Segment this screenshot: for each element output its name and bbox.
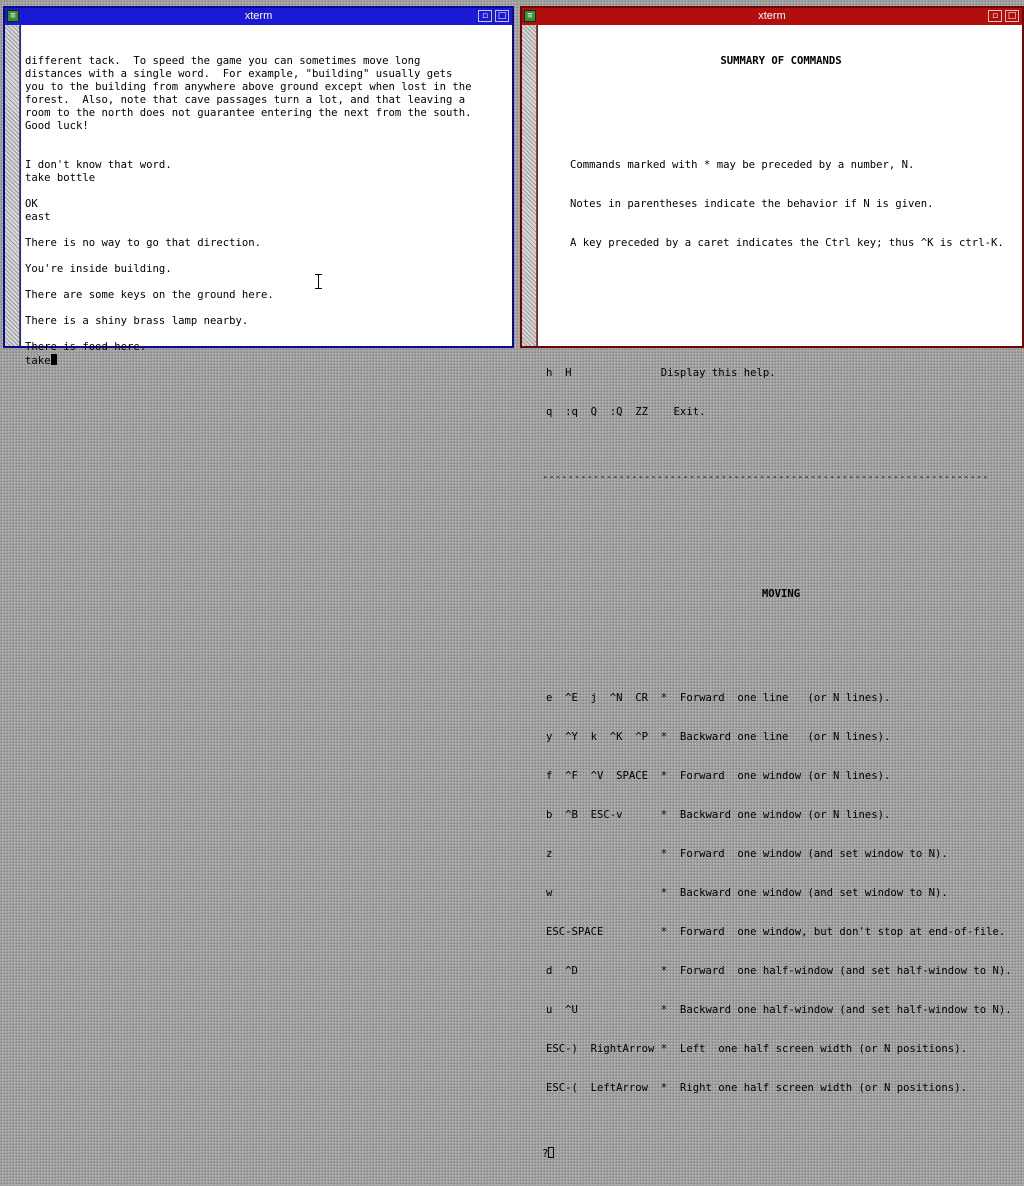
command-line: w * Backward one window (and set window to N). [546, 887, 948, 899]
command-line: ESC-) RightArrow * Left one half screen width (or N positions). [546, 1043, 967, 1055]
prompt-line[interactable] [25, 354, 510, 367]
terminal-line: different tack. To speed the game you can sometimes move long [25, 55, 421, 67]
note-line: Commands marked with * may be preceded by a number, N. [570, 159, 915, 171]
terminal-output[interactable] [21, 25, 512, 367]
terminal-line: you to the building from anywhere above ground except when lost in the [25, 81, 472, 93]
help-header: SUMMARY OF COMMANDS [720, 55, 842, 67]
titlebar[interactable] [522, 8, 1022, 25]
command-line: z * Forward one window (and set window to N). [546, 848, 948, 860]
terminal-line [25, 185, 510, 198]
command-line: b ^B ESC-v * Backward one window (or N lines). [546, 809, 891, 821]
terminal-line: east [25, 211, 51, 223]
note-line: A key preceded by a caret indicates the Ctrl key; thus ^K is ctrl-K. [570, 237, 1004, 249]
help-notes [542, 133, 1020, 276]
command-line: y ^Y k ^K ^P * Backward one line (or N lines). [546, 731, 891, 743]
ibeam-cursor-icon [315, 274, 323, 289]
basic-commands [542, 341, 1020, 445]
maximize-icon[interactable]: □ [1005, 10, 1019, 22]
iconify-icon[interactable]: ▫ [988, 10, 1002, 22]
terminal-line [25, 328, 510, 341]
xterm-window-right[interactable] [520, 6, 1024, 1160]
blank-line [542, 94, 1020, 107]
terminal-line: You're inside building. [25, 263, 172, 275]
maximize-icon[interactable]: □ [495, 10, 509, 22]
xterm-window-left[interactable] [3, 6, 514, 367]
note-line: Notes in parentheses indicate the behavior if N is given. [570, 198, 934, 210]
terminal-line: I don't know that word. [25, 159, 172, 171]
section-heading-moving: MOVING [761, 588, 801, 600]
scrollbar[interactable] [522, 25, 537, 346]
text-cursor [548, 1147, 554, 1158]
window-menu-icon[interactable]: ≡ [524, 10, 536, 22]
command-line: ESC-( LeftArrow * Right one half screen width (or N positions). [546, 1082, 967, 1094]
command-line: f ^F ^V SPACE * Forward one window (or N lines). [546, 770, 891, 782]
terminal-line: Good luck! [25, 120, 89, 132]
prompt-text: ? [542, 1148, 549, 1160]
terminal-line [25, 224, 510, 237]
iconify-icon[interactable]: ▫ [478, 10, 492, 22]
terminal-line: take bottle [25, 172, 96, 184]
prompt-line[interactable] [542, 1147, 1020, 1160]
command-line: ESC-SPACE * Forward one window, but don't stop at end-of-file. [546, 926, 1006, 938]
blank-line [542, 549, 1020, 562]
text-cursor [51, 354, 57, 365]
terminal-line [25, 250, 510, 263]
window-title: xterm [758, 10, 786, 22]
terminal-line: room to the north does not guarantee entering the next from the south. [25, 107, 472, 119]
prompt-text: take [25, 355, 51, 367]
separator-line: ---------------------------------------------------------------------- [542, 471, 989, 483]
terminal-line [25, 133, 510, 146]
titlebar[interactable] [5, 8, 512, 25]
terminal-line: There is no way to go that direction. [25, 237, 261, 249]
command-line: d ^D * Forward one half-window (and set half-window to N). [546, 965, 1012, 977]
command-line: e ^E j ^N CR * Forward one line (or N lines). [546, 692, 891, 704]
command-line: u ^U * Backward one half-window (and set half-window to N). [546, 1004, 1012, 1016]
blank-line [542, 510, 1020, 523]
terminal-line: forest. Also, note that cave passages turn a lot, and that leaving a [25, 94, 466, 106]
blank-line [542, 627, 1020, 640]
blank-line [542, 302, 1020, 315]
window-menu-icon[interactable]: ≡ [7, 10, 19, 22]
terminal-line: There is a shiny brass lamp nearby. [25, 315, 249, 327]
terminal-line: OK [25, 198, 38, 210]
terminal-line: There are some keys on the ground here. [25, 289, 274, 301]
window-title: xterm [244, 10, 273, 22]
terminal-line: There is food here. [25, 341, 147, 353]
command-line: h H Display this help. [546, 367, 776, 379]
help-output[interactable] [538, 25, 1022, 1160]
moving-commands [542, 666, 1020, 1121]
terminal-line [25, 302, 510, 315]
terminal-line [25, 146, 510, 159]
terminal-line: distances with a single word. For example, "building" usually gets [25, 68, 453, 80]
scrollbar[interactable] [5, 25, 20, 346]
terminal-line [25, 276, 510, 289]
command-line: q :q Q :Q ZZ Exit. [546, 406, 706, 418]
